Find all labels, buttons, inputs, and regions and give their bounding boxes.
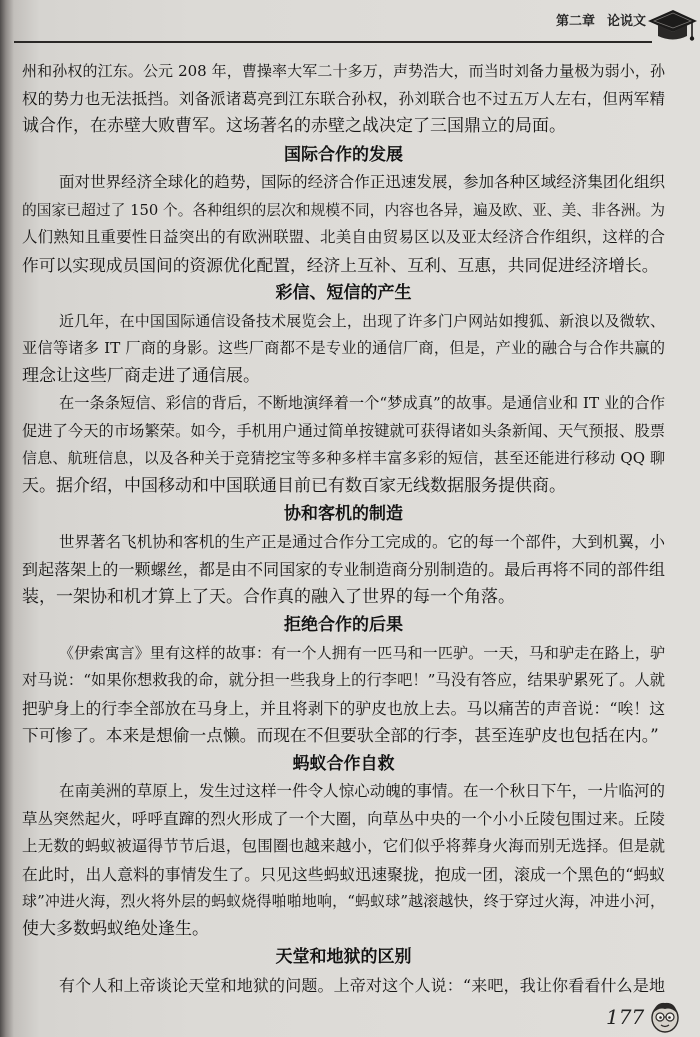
text-line: 促进了今天的市场繁荣。如今，手机用户通过简单按键就可获得诸如头条新闻、天气预报、股票 (22, 421, 665, 440)
text-line: 理念让这些厂商走进了通信展。 (22, 365, 260, 386)
section-label: 论说文 (606, 14, 646, 29)
paragraph (22, 169, 665, 279)
graduation-cap-icon (646, 6, 698, 46)
text-line: 对马说：“如果你想救我的命，就分担一些我身上的行李吧！”马没有答应，结果驴累死了。人就 (22, 671, 665, 689)
text-line: 草丛突然起火，呼呼直蹿的烈火形成了一个大圈，向草丛中央的一个小小丘陵包围过来。丘陵 (22, 809, 665, 828)
section (22, 141, 665, 280)
paragraph (22, 778, 665, 943)
section (22, 750, 665, 944)
paragraph (22, 972, 665, 1000)
text-line: 在此时，出人意料的事情发生了。只见这些蚂蚁迅速聚拢，抱成一团，滚成一个黑色的“蚂蚁 (22, 864, 665, 884)
text-line: 使大多数蚂蚁绝处逢生。 (22, 918, 209, 939)
section (22, 611, 665, 750)
text-line: 天。据介绍，中国移动和中国联通目前已有数百家无线数据服务提供商。 (22, 475, 566, 496)
section-heading: 国际合作的发展 (284, 144, 403, 165)
text-line: 世界著名飞机协和客机的生产正是通过合作分工完成的。它的每一个部件，大到机翼，小 (59, 532, 665, 551)
chapter-label: 第二章 (555, 14, 595, 29)
section-heading: 蚂蚁合作自救 (292, 753, 395, 774)
text-line: 下可惨了。本来是想偷一点懒。而现在不但要驮全部的行李，甚至连驴皮也包括在内。” (22, 725, 659, 745)
section (22, 500, 665, 611)
text-line: 信息、航班信息，以及各种关于竞猜挖宝等多种多样丰富多彩的短信，甚至还能进行移动 QQ 聊 (22, 449, 665, 467)
text-line: 《伊索寓言》里有这样的故事：有一个人拥有一匹马和一匹驴。一天，马和驴走在路上，驴 (59, 643, 665, 662)
text-line: 诚合作，在赤壁大败曹军。这场著名的赤壁之战决定了三国鼎立的局面。 (22, 116, 566, 136)
section-heading: 拒绝合作的后果 (284, 615, 403, 635)
text-line: 人们熟知且重要性日益突出的有欧洲联盟、北美自由贸易区以及亚太经济合作组织，这样的合 (22, 228, 665, 246)
paragraph (22, 58, 665, 141)
text-line: 球”冲进火海，烈火将外层的蚂蚁烧得啪啪地响，“蚂蚁球”越滚越快，终于穿过火海，冲进小河， (22, 892, 665, 910)
text-line: 近几年，在中国国际通信设备技术展览会上，出现了许多门户网站如搜狐、新浪以及微软、 (59, 311, 665, 330)
text-line: 有个人和上帝谈论天堂和地狱的问题。上帝对这个人说：“来吧，我让你看看什么是地 (59, 975, 665, 995)
paragraph (22, 529, 665, 612)
section-heading: 彩信、短信的产生 (275, 283, 412, 303)
section-heading: 天堂和地狱的区别 (275, 947, 412, 967)
paragraph (22, 390, 665, 500)
running-header (556, 13, 646, 31)
section-heading: 协和客机的制造 (284, 504, 403, 524)
text-line: 亚信等诸多 IT 厂商的身影。这些厂商都不是专业的通信厂商，但是，产业的融合与合作共赢的 (22, 339, 665, 357)
text-line: 把驴身上的行李全部放在马身上，并且将剥下的驴皮也放上去。马以痛苦的声音说：“唉！这 (22, 698, 665, 718)
text-column (22, 58, 665, 999)
mascot-icon (648, 999, 682, 1035)
text-line: 的国家已超过了 150 个。各种组织的层次和规模不同，内容也各异，遍及欧、亚、美、非各洲。为 (22, 201, 665, 219)
text-line: 面对世界经济全球化的趋势，国际的经济合作正迅速发展，参加各种区域经济集团化组织 (59, 173, 665, 191)
text-line: 在一条条短信、彩信的背后，不断地演绎着一个“梦成真”的故事。是通信业和 IT 业的合作 (59, 394, 665, 412)
text-line: 到起落架上的一颗螺丝，都是由不同国家的专业制造商分别制造的。最后再将不同的部件组 (22, 560, 665, 579)
text-line: 上无数的蚂蚁被逼得节节后退，包围圈也越来越小，它们似乎将葬身火海而别无选择。但是就 (22, 837, 665, 855)
page-number: 177 (606, 1005, 645, 1029)
paragraph (22, 308, 665, 391)
section (22, 279, 665, 500)
paragraph (22, 640, 665, 750)
section (22, 943, 665, 999)
text-line: 州和孙权的江东。公元 208 年，曹操率大军二十多万，声势浩大，而当时刘备力量极为弱小，孙 (22, 62, 665, 80)
text-line: 权的势力也无法抵挡。刘备派诸葛亮到江东联合孙权，孙刘联合也不过五万人左右，但两军精 (22, 89, 665, 108)
text-line: 装，一架协和机才算上了天。合作真的融入了世界的每一个角落。 (22, 586, 515, 607)
text-line: 在南美洲的草原上，发生过这样一件令人惊心动魄的事情。在一个秋日下午，一片临河的 (59, 782, 665, 800)
text-line: 作可以实现成员国间的资源优化配置，经济上互补、互利、互惠，共同促进经济增长。 (22, 254, 659, 275)
header-rule (14, 41, 652, 43)
